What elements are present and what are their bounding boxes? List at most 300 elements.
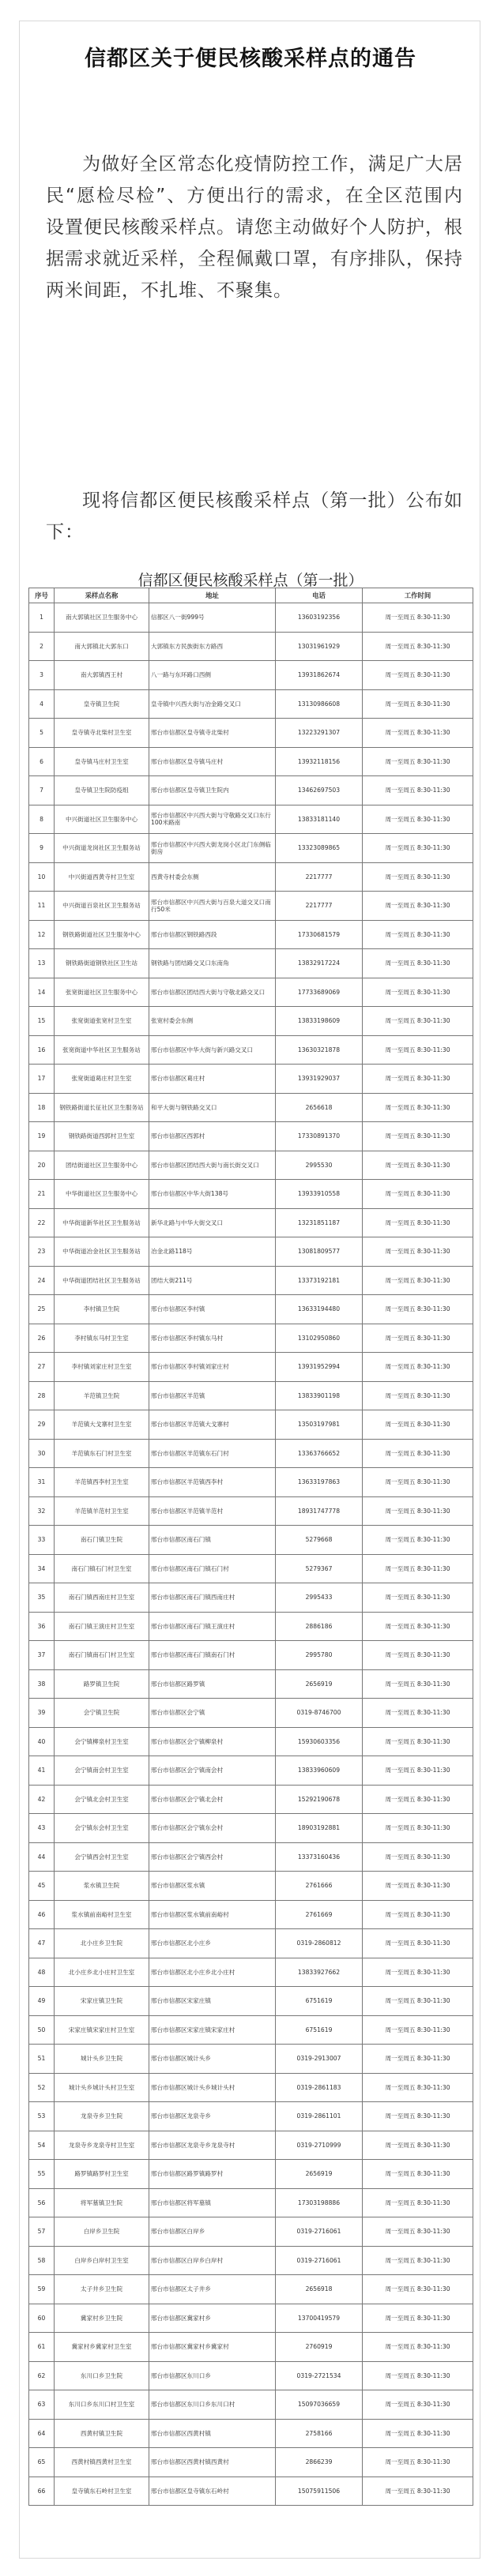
cell-address: 邢台市信都区羊范镇东石门村 (149, 1439, 276, 1468)
cell-phone: 15930603356 (276, 1727, 363, 1756)
cell-index: 6 (29, 747, 55, 776)
cell-index: 36 (29, 1612, 55, 1641)
cell-hours: 周一至周五 8:30-11:30 (363, 1324, 473, 1353)
cell-phone: 0319-2861101 (276, 2102, 363, 2131)
cell-phone: 2217777 (276, 862, 363, 892)
cell-phone: 17330681579 (276, 920, 363, 949)
cell-address: 信都区八一街999号 (149, 603, 276, 633)
table-row (29, 689, 473, 719)
cell-phone: 0319-2861183 (276, 2073, 363, 2102)
cell-address: 邢台市信都区冀家村乡冀家村 (149, 2333, 276, 2362)
cell-hours: 周一至周五 8:30-11:30 (363, 1900, 473, 1929)
cell-name: 会宁镇西会村卫生室 (55, 1842, 149, 1872)
table-row (29, 776, 473, 805)
cell-index: 25 (29, 1295, 55, 1324)
cell-phone: 13633197863 (276, 1468, 363, 1497)
table-row (29, 1266, 473, 1295)
table-row (29, 1007, 473, 1036)
cell-phone: 13081809577 (276, 1237, 363, 1267)
table-row (29, 2015, 473, 2045)
cell-index: 63 (29, 2390, 55, 2420)
cell-index: 51 (29, 2045, 55, 2074)
cell-name: 路罗镇卫生院 (55, 1669, 149, 1699)
cell-hours: 周一至周五 8:30-11:30 (363, 603, 473, 633)
cell-name: 会宁镇南会村卫生室 (55, 1756, 149, 1786)
cell-phone: 2761669 (276, 1900, 363, 1929)
header-address: 地址 (149, 588, 276, 603)
table-row (29, 2448, 473, 2477)
cell-hours: 周一至周五 8:30-11:30 (363, 2131, 473, 2160)
cell-name: 东川口乡卫生院 (55, 2361, 149, 2390)
table-row (29, 1612, 473, 1641)
cell-phone: 2656918 (276, 2275, 363, 2304)
cell-hours: 周一至周五 8:30-11:30 (363, 2073, 473, 2102)
header-name: 采样点名称 (55, 588, 149, 603)
table-row (29, 1439, 473, 1468)
cell-address: 邢台市信都区李村镇 (149, 1295, 276, 1324)
cell-address: 邢台市信都区羊范镇大戈寨村 (149, 1410, 276, 1440)
cell-address: 钢铁路与团结路交叉口东南角 (149, 949, 276, 978)
cell-address: 张宽村委会东侧 (149, 1007, 276, 1036)
cell-name: 太子井乡卫生院 (55, 2275, 149, 2304)
cell-index: 43 (29, 1814, 55, 1843)
table-row (29, 1468, 473, 1497)
cell-phone: 2886186 (276, 1612, 363, 1641)
cell-phone: 17733689069 (276, 978, 363, 1007)
table-row (29, 1526, 473, 1555)
cell-phone: 2656919 (276, 1669, 363, 1699)
cell-index: 58 (29, 2246, 55, 2275)
cell-address: 冶金北路118号 (149, 1237, 276, 1267)
cell-phone: 13363766652 (276, 1439, 363, 1468)
announce-paragraph (46, 485, 463, 548)
cell-hours: 周一至周五 8:30-11:30 (363, 1785, 473, 1814)
cell-hours: 周一至周五 8:30-11:30 (363, 1842, 473, 1872)
cell-phone: 2995780 (276, 1641, 363, 1670)
cell-index: 29 (29, 1410, 55, 1440)
intro-text: 为做好全区常态化疫情防控工作，满足广大居民“愿检尽检”、方便出行的需求，在全区范围内设置便民核酸采样点。请您主动做好个人防护，根据需求就近采样，全程佩戴口罩，有序排队，保持两米间距，不扎堆、不聚集。 (46, 154, 463, 301)
cell-address: 八一路与东环路口西侧 (149, 661, 276, 690)
cell-name: 南石门镇南石门村卫生室 (55, 1641, 149, 1670)
cell-hours: 周一至周五 8:30-11:30 (363, 2304, 473, 2333)
cell-name: 会宁镇柳泉村卫生室 (55, 1727, 149, 1756)
cell-index: 50 (29, 2015, 55, 2045)
cell-phone: 2758166 (276, 2419, 363, 2448)
cell-phone: 2761666 (276, 1872, 363, 1901)
cell-hours: 周一至周五 8:30-11:30 (363, 2419, 473, 2448)
cell-phone: 2995530 (276, 1151, 363, 1180)
cell-index: 52 (29, 2073, 55, 2102)
cell-hours: 周一至周五 8:30-11:30 (363, 1756, 473, 1786)
cell-phone: 15292190678 (276, 1785, 363, 1814)
cell-name: 将军墓镇卫生院 (55, 2188, 149, 2217)
cell-hours: 周一至周五 8:30-11:30 (363, 2102, 473, 2131)
cell-index: 39 (29, 1699, 55, 1728)
cell-name: 路罗镇路罗村卫生室 (55, 2160, 149, 2189)
cell-phone: 13630321878 (276, 1035, 363, 1065)
table-row (29, 920, 473, 949)
cell-index: 55 (29, 2160, 55, 2189)
cell-phone: 13102950860 (276, 1324, 363, 1353)
cell-index: 26 (29, 1324, 55, 1353)
cell-address: 邢台市信都区会宁镇柳泉村 (149, 1727, 276, 1756)
table-row (29, 1583, 473, 1613)
cell-name: 张宽街道中华社区卫生服务站 (55, 1035, 149, 1065)
cell-index: 16 (29, 1035, 55, 1065)
table-row (29, 1641, 473, 1670)
intro-paragraph (46, 148, 463, 306)
cell-name: 皇寺镇卫生院防疫组 (55, 776, 149, 805)
cell-name: 中兴街道龙岗社区卫生服务站 (55, 834, 149, 863)
table-row (29, 1035, 473, 1065)
cell-address: 邢台市信都区南石门镇西南庄村 (149, 1583, 276, 1613)
cell-phone: 13833927662 (276, 1958, 363, 1987)
cell-index: 5 (29, 719, 55, 748)
cell-index: 30 (29, 1439, 55, 1468)
table-row (29, 747, 473, 776)
cell-name: 会宁镇北会村卫生室 (55, 1785, 149, 1814)
cell-name: 团结街道社区卫生服务中心 (55, 1151, 149, 1180)
cell-name: 城计头乡城计头村卫生室 (55, 2073, 149, 2102)
cell-address: 邢台市信都区宋家庄镇宋家庄村 (149, 2015, 276, 2045)
cell-name: 宋家庄镇卫生院 (55, 1987, 149, 2016)
table-row (29, 2476, 473, 2506)
table-row (29, 1353, 473, 1382)
table-row (29, 1237, 473, 1267)
cell-index: 3 (29, 661, 55, 690)
cell-phone: 13130986608 (276, 689, 363, 719)
cell-index: 56 (29, 2188, 55, 2217)
cell-address: 邢台市信都区太子井乡 (149, 2275, 276, 2304)
cell-index: 2 (29, 632, 55, 661)
cell-address: 邢台市信都区南石门镇石门村 (149, 1554, 276, 1583)
cell-address: 邢台市信都区中华大街138号 (149, 1180, 276, 1209)
cell-phone: 17330891370 (276, 1122, 363, 1151)
cell-index: 27 (29, 1353, 55, 1382)
cell-address: 新华北路与中华大街交叉口 (149, 1208, 276, 1237)
cell-hours: 周一至周五 8:30-11:30 (363, 2246, 473, 2275)
table-row (29, 805, 473, 834)
cell-hours: 周一至周五 8:30-11:30 (363, 1814, 473, 1843)
cell-index: 12 (29, 920, 55, 949)
page-title: 信都区关于便民核酸采样点的通告 (85, 47, 416, 71)
cell-hours: 周一至周五 8:30-11:30 (363, 1151, 473, 1180)
table-row (29, 1065, 473, 1094)
cell-index: 66 (29, 2476, 55, 2506)
cell-phone: 13833181140 (276, 805, 363, 834)
cell-phone: 13931952994 (276, 1353, 363, 1382)
cell-address: 邢台市信都区钢铁路西段 (149, 920, 276, 949)
cell-address: 邢台市信都区会宁镇南会村 (149, 1756, 276, 1786)
cell-address: 邢台市信都区路罗镇 (149, 1669, 276, 1699)
table-row (29, 1699, 473, 1728)
cell-address: 邢台市信都区冀家村乡 (149, 2304, 276, 2333)
cell-hours: 周一至周五 8:30-11:30 (363, 1612, 473, 1641)
cell-name: 浆水镇前南峪村卫生室 (55, 1900, 149, 1929)
cell-hours: 周一至周五 8:30-11:30 (363, 1439, 473, 1468)
table-row (29, 2102, 473, 2131)
cell-address: 邢台市信都区李村镇刘家庄村 (149, 1353, 276, 1382)
cell-address: 邢台市信都区皇寺镇卫生院内 (149, 776, 276, 805)
cell-hours: 周一至周五 8:30-11:30 (363, 776, 473, 805)
cell-phone: 13373160436 (276, 1842, 363, 1872)
cell-index: 1 (29, 603, 55, 633)
cell-name: 皇寺镇马庄村卫生室 (55, 747, 149, 776)
cell-hours: 周一至周五 8:30-11:30 (363, 978, 473, 1007)
cell-hours: 周一至周五 8:30-11:30 (363, 2217, 473, 2247)
cell-phone: 13833960609 (276, 1756, 363, 1786)
cell-address: 西黄寺村委会东侧 (149, 862, 276, 892)
cell-phone: 13503197981 (276, 1410, 363, 1440)
cell-hours: 周一至周五 8:30-11:30 (363, 1958, 473, 1987)
table-row (29, 1842, 473, 1872)
table-row (29, 2246, 473, 2275)
table-row (29, 1295, 473, 1324)
cell-index: 44 (29, 1842, 55, 1872)
cell-name: 羊范镇大戈寨村卫生室 (55, 1410, 149, 1440)
cell-hours: 周一至周五 8:30-11:30 (363, 2275, 473, 2304)
table-row (29, 949, 473, 978)
cell-index: 20 (29, 1151, 55, 1180)
cell-phone: 6751619 (276, 1987, 363, 2016)
cell-phone: 0319-2860812 (276, 1929, 363, 1958)
cell-address: 邢台市信都区会宁镇 (149, 1699, 276, 1728)
cell-hours: 周一至周五 8:30-11:30 (363, 1929, 473, 1958)
cell-name: 羊范镇卫生院 (55, 1381, 149, 1410)
cell-address: 邢台市信都区浆水镇 (149, 1872, 276, 1901)
cell-address: 邢台市信都区南石门镇南石门村 (149, 1641, 276, 1670)
cell-address: 邢台市信都区团结西大街与守敬北路交叉口 (149, 978, 276, 1007)
cell-hours: 周一至周五 8:30-11:30 (363, 2361, 473, 2390)
table-row (29, 1496, 473, 1526)
cell-name: 张宽街道张宽村卫生室 (55, 1007, 149, 1036)
table-row (29, 2419, 473, 2448)
cell-phone: 0319-2721534 (276, 2361, 363, 2390)
cell-name: 皇寺镇卫生院 (55, 689, 149, 719)
cell-hours: 周一至周五 8:30-11:30 (363, 1641, 473, 1670)
header-phone: 电话 (276, 588, 363, 603)
cell-phone: 15097036659 (276, 2390, 363, 2420)
cell-hours: 周一至周五 8:30-11:30 (363, 2448, 473, 2477)
cell-name: 南石门镇石门村卫生室 (55, 1554, 149, 1583)
table-row (29, 1929, 473, 1958)
cell-hours: 周一至周五 8:30-11:30 (363, 862, 473, 892)
cell-address: 邢台市信都区路罗镇路罗村 (149, 2160, 276, 2189)
cell-name: 中华街道新华社区卫生服务站 (55, 1208, 149, 1237)
cell-hours: 周一至周五 8:30-11:30 (363, 1554, 473, 1583)
cell-phone: 5279668 (276, 1526, 363, 1555)
cell-phone: 13700419579 (276, 2304, 363, 2333)
cell-name: 冀家村乡冀家村卫生室 (55, 2333, 149, 2362)
cell-name: 中华街道社区卫生服务中心 (55, 1180, 149, 1209)
cell-phone: 0319-8746700 (276, 1699, 363, 1728)
cell-address: 邢台市信都区将军墓镇 (149, 2188, 276, 2217)
cell-hours: 周一至周五 8:30-11:30 (363, 1353, 473, 1382)
cell-phone: 13931929037 (276, 1065, 363, 1094)
cell-hours: 周一至周五 8:30-11:30 (363, 719, 473, 748)
cell-phone: 13832917224 (276, 949, 363, 978)
cell-phone: 13323089865 (276, 834, 363, 863)
cell-phone: 6751619 (276, 2015, 363, 2045)
cell-hours: 周一至周五 8:30-11:30 (363, 834, 473, 863)
cell-name: 中兴街道西黄寺村卫生室 (55, 862, 149, 892)
cell-hours: 周一至周五 8:30-11:30 (363, 1987, 473, 2016)
cell-index: 13 (29, 949, 55, 978)
cell-name: 李村镇刘家庄村卫生室 (55, 1353, 149, 1382)
cell-hours: 周一至周五 8:30-11:30 (363, 920, 473, 949)
cell-address: 团结大街211号 (149, 1266, 276, 1295)
cell-phone: 13933910558 (276, 1180, 363, 1209)
cell-index: 4 (29, 689, 55, 719)
cell-address: 邢台市信都区城计头乡 (149, 2045, 276, 2074)
cell-name: 北小庄乡北小庄村卫生室 (55, 1958, 149, 1987)
cell-hours: 周一至周五 8:30-11:30 (363, 2476, 473, 2506)
table-row (29, 2217, 473, 2247)
cell-index: 42 (29, 1785, 55, 1814)
cell-name: 中兴街道百泉社区卫生服务站 (55, 892, 149, 921)
cell-hours: 周一至周五 8:30-11:30 (363, 1208, 473, 1237)
cell-hours: 周一至周五 8:30-11:30 (363, 1007, 473, 1036)
table-row (29, 2390, 473, 2420)
cell-hours: 周一至周五 8:30-11:30 (363, 1526, 473, 1555)
cell-name: 皇寺镇东石岭村卫生室 (55, 2476, 149, 2506)
cell-phone: 2656618 (276, 1093, 363, 1122)
cell-phone: 13833198609 (276, 1007, 363, 1036)
cell-hours: 周一至周五 8:30-11:30 (363, 1295, 473, 1324)
cell-phone: 2995433 (276, 1583, 363, 1613)
cell-name: 钢铁路街道西郭村卫生室 (55, 1122, 149, 1151)
cell-address: 邢台市信都区皇寺镇东石岭村 (149, 2476, 276, 2506)
cell-address: 邢台市信都区龙泉寺乡 (149, 2102, 276, 2131)
cell-index: 48 (29, 1958, 55, 1987)
cell-hours: 周一至周五 8:30-11:30 (363, 1583, 473, 1613)
cell-index: 61 (29, 2333, 55, 2362)
cell-phone: 0319-2716061 (276, 2246, 363, 2275)
cell-hours: 周一至周五 8:30-11:30 (363, 2188, 473, 2217)
cell-address: 大郭镇东方民族街东方路西 (149, 632, 276, 661)
cell-index: 32 (29, 1496, 55, 1526)
cell-index: 47 (29, 1929, 55, 1958)
cell-address: 邢台市信都区西黄村镇 (149, 2419, 276, 2448)
cell-address: 邢台市信都区羊范镇羊范村 (149, 1496, 276, 1526)
cell-phone: 13373192181 (276, 1266, 363, 1295)
cell-index: 33 (29, 1526, 55, 1555)
cell-name: 李村镇卫生院 (55, 1295, 149, 1324)
cell-index: 60 (29, 2304, 55, 2333)
cell-name: 会宁镇东会村卫生室 (55, 1814, 149, 1843)
cell-hours: 周一至周五 8:30-11:30 (363, 1237, 473, 1267)
cell-index: 31 (29, 1468, 55, 1497)
cell-index: 65 (29, 2448, 55, 2477)
table-body (29, 603, 473, 2506)
cell-phone: 13931862674 (276, 661, 363, 690)
cell-index: 35 (29, 1583, 55, 1613)
header-index: 序号 (29, 588, 55, 603)
cell-index: 21 (29, 1180, 55, 1209)
cell-hours: 周一至周五 8:30-11:30 (363, 805, 473, 834)
cell-hours: 周一至周五 8:30-11:30 (363, 2160, 473, 2189)
cell-hours: 周一至周五 8:30-11:30 (363, 1727, 473, 1756)
cell-name: 钢铁路街道钢铁社区卫生站 (55, 949, 149, 978)
cell-index: 54 (29, 2131, 55, 2160)
cell-index: 41 (29, 1756, 55, 1786)
table-row (29, 2333, 473, 2362)
table-row (29, 1727, 473, 1756)
cell-hours: 周一至周五 8:30-11:30 (363, 2015, 473, 2045)
cell-index: 49 (29, 1987, 55, 2016)
cell-address: 邢台市信都区浆水镇前南峪村 (149, 1900, 276, 1929)
cell-name: 南石门镇卫生院 (55, 1526, 149, 1555)
cell-hours: 周一至周五 8:30-11:30 (363, 1410, 473, 1440)
cell-address: 邢台市信都区葛庄村 (149, 1065, 276, 1094)
cell-hours: 周一至周五 8:30-11:30 (363, 1180, 473, 1209)
cell-phone: 0319-2716061 (276, 2217, 363, 2247)
table-row (29, 1151, 473, 1180)
cell-phone: 0319-2913007 (276, 2045, 363, 2074)
cell-index: 7 (29, 776, 55, 805)
cell-hours: 周一至周五 8:30-11:30 (363, 1381, 473, 1410)
table-row (29, 2160, 473, 2189)
cell-hours: 周一至周五 8:30-11:30 (363, 747, 473, 776)
table-row (29, 2188, 473, 2217)
cell-index: 10 (29, 862, 55, 892)
cell-phone: 2656919 (276, 2160, 363, 2189)
cell-name: 南大郭镇西王村 (55, 661, 149, 690)
table-row (29, 1324, 473, 1353)
cell-index: 15 (29, 1007, 55, 1036)
cell-phone: 15075911506 (276, 2476, 363, 2506)
cell-address: 邢台市信都区会宁镇西会村 (149, 1842, 276, 1872)
cell-address: 邢台市信都区李村镇东马村 (149, 1324, 276, 1353)
cell-address: 邢台市信都区团结西大街与南长街交叉口 (149, 1151, 276, 1180)
cell-phone: 17303198886 (276, 2188, 363, 2217)
table-row (29, 2131, 473, 2160)
cell-address: 皇寺镇中兴西大街与冶金路交叉口 (149, 689, 276, 719)
cell-index: 14 (29, 978, 55, 1007)
table-row (29, 1208, 473, 1237)
table-row (29, 1669, 473, 1699)
table-row (29, 2073, 473, 2102)
table-caption: 信都区便民核酸采样点（第一批） (137, 572, 364, 589)
cell-index: 28 (29, 1381, 55, 1410)
cell-index: 34 (29, 1554, 55, 1583)
cell-phone: 13462697503 (276, 776, 363, 805)
cell-name: 龙泉寺乡卫生院 (55, 2102, 149, 2131)
cell-address: 邢台市信都区中华大街与新兴路交叉口 (149, 1035, 276, 1065)
cell-hours: 周一至周五 8:30-11:30 (363, 1872, 473, 1901)
cell-index: 64 (29, 2419, 55, 2448)
cell-address: 邢台市信都区中兴西大街与百泉大道交叉口南行50米 (149, 892, 276, 921)
cell-name: 龙泉寺乡龙泉寺村卫生室 (55, 2131, 149, 2160)
cell-index: 8 (29, 805, 55, 834)
cell-index: 45 (29, 1872, 55, 1901)
cell-index: 23 (29, 1237, 55, 1267)
cell-address: 邢台市信都区羊范镇西李村 (149, 1468, 276, 1497)
cell-address: 邢台市信都区龙泉寺乡龙泉寺村 (149, 2131, 276, 2160)
cell-address: 邢台市信都区皇寺镇马庄村 (149, 747, 276, 776)
cell-index: 11 (29, 892, 55, 921)
cell-hours: 周一至周五 8:30-11:30 (363, 1468, 473, 1497)
cell-phone: 5279367 (276, 1554, 363, 1583)
cell-address: 邢台市信都区北小庄乡 (149, 1929, 276, 1958)
cell-hours: 周一至周五 8:30-11:30 (363, 2045, 473, 2074)
cell-hours: 周一至周五 8:30-11:30 (363, 1035, 473, 1065)
table-row (29, 1122, 473, 1151)
cell-address: 邢台市信都区白岸乡 (149, 2217, 276, 2247)
cell-phone: 13031961929 (276, 632, 363, 661)
table-row (29, 1900, 473, 1929)
table-row (29, 1093, 473, 1122)
